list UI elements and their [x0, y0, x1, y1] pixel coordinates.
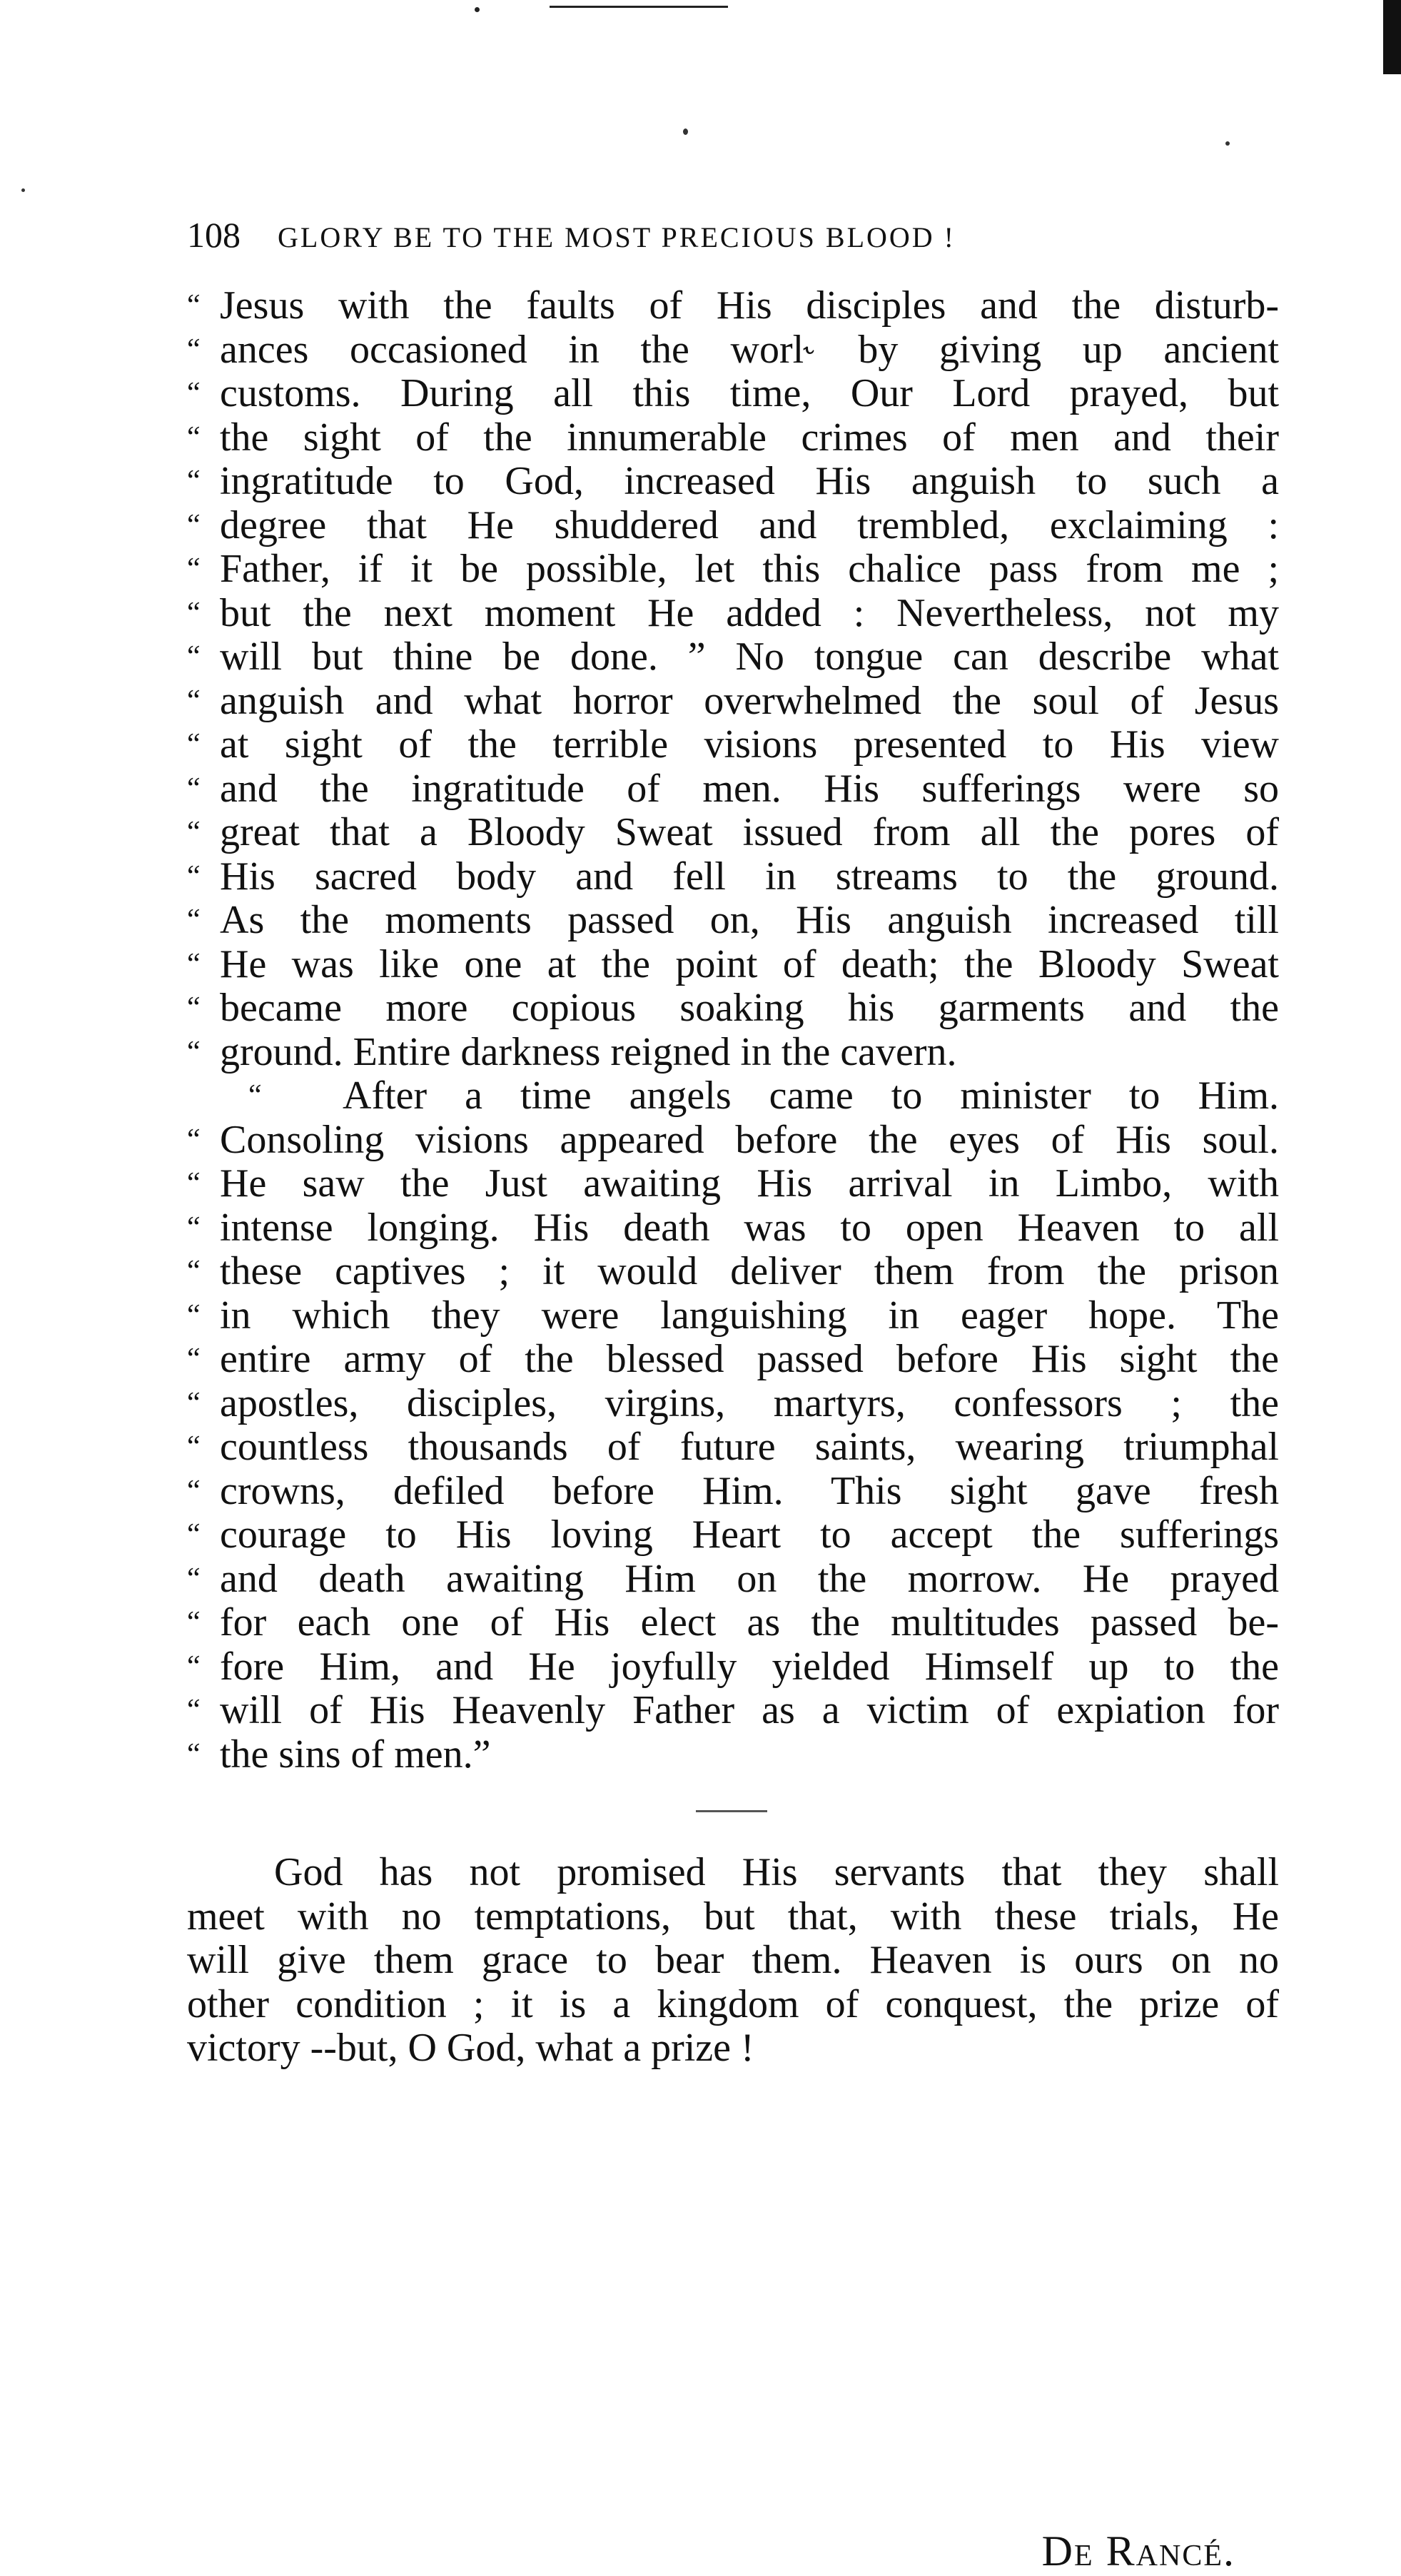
- page-header: [187, 214, 1279, 257]
- closing-paragraph: [187, 1851, 1279, 2071]
- line-text: courage to His loving Heart to accept the sufferings: [220, 1512, 1279, 1557]
- text-line: [187, 1250, 1279, 1294]
- quote-mark: “: [187, 1298, 201, 1332]
- quote-mark: “: [187, 859, 201, 893]
- text-line: [187, 723, 1279, 767]
- quote-mark: “: [187, 1167, 201, 1200]
- text-line: [187, 1118, 1279, 1163]
- text-line: [187, 855, 1279, 899]
- line-text: for each one of His elect as the multitudes passed be-: [220, 1600, 1279, 1645]
- line-text: other condition ; it is a kingdom of conquest, the prize of: [187, 1981, 1279, 2026]
- quote-mark: “: [187, 552, 201, 585]
- line-text: apostles, disciples, virgins, martyrs, confessors ; the: [220, 1380, 1279, 1425]
- text-line: [187, 284, 1279, 328]
- line-text: Consoling visions appeared before the eyes of His soul.: [220, 1117, 1279, 1162]
- line-text: countless thousands of future saints, wearing triumphal: [220, 1425, 1279, 1469]
- text-line: [187, 1031, 1279, 1075]
- quote-mark: “: [248, 1079, 262, 1112]
- quote-mark: “: [187, 1562, 201, 1595]
- line-text: became more copious soaking his garments and the: [220, 986, 1279, 1030]
- text-line: [187, 547, 1279, 592]
- quote-mark: “: [187, 1035, 201, 1069]
- quote-mark: “: [187, 991, 201, 1024]
- quote-mark: “: [187, 816, 201, 849]
- line-text: ances occasioned in the worl˞ by giving up ancient: [220, 327, 1279, 372]
- line-text: After a time angels came to minister to Him.: [343, 1074, 1279, 1118]
- quote-mark: “: [187, 1430, 201, 1463]
- text-line: [187, 1470, 1279, 1514]
- quote-mark: “: [187, 420, 201, 454]
- line-text: customs. During all this time, Our Lord prayed, but: [220, 371, 1279, 415]
- line-text: intense longing. His death was to open Heaven to all: [220, 1205, 1279, 1250]
- quote-mark: “: [187, 1211, 201, 1244]
- line-text: As the moments passed on, His anguish increased till: [220, 898, 1279, 942]
- line-text: anguish and what horror overwhelmed the soul of Jesus: [220, 678, 1279, 723]
- section-separator: [696, 1810, 767, 1812]
- page-number: 108: [187, 215, 241, 255]
- line-text: at sight of the terrible visions presented to His view: [220, 722, 1279, 767]
- page-text: [187, 214, 1279, 1777]
- quote-mark: “: [187, 1650, 201, 1683]
- text-line: [187, 1074, 1279, 1118]
- line-text: He was like one at the point of death; the Bloody Sweat: [220, 941, 1279, 986]
- text-line: [187, 416, 1279, 460]
- line-text: ground. Entire darkness reigned in the cavern.: [220, 1029, 957, 1074]
- page-edge-shadow: [1383, 0, 1401, 74]
- quote-mark: “: [187, 904, 201, 936]
- line-text: will but thine be done. ” No tongue can describe what: [220, 635, 1279, 679]
- print-speck: [683, 128, 688, 135]
- text-line: [187, 1733, 1279, 1777]
- text-line: [187, 372, 1279, 416]
- text-line: [187, 680, 1279, 724]
- quote-mark: “: [187, 508, 201, 542]
- text-line: [187, 1601, 1279, 1645]
- quoted-paragraph-1: [187, 284, 1279, 1074]
- line-text: and the ingratitude of men. His sufferings were so: [220, 766, 1279, 811]
- line-text: His sacred body and fell in streams to the ground.: [220, 854, 1279, 899]
- text-line: [187, 1206, 1279, 1251]
- line-text: Jesus with the faults of His disciples and the disturb-: [220, 283, 1279, 328]
- text-line: [187, 1513, 1279, 1557]
- line-text: victory --but, O God, what a prize !: [187, 2026, 754, 2070]
- quote-mark: “: [187, 1606, 201, 1639]
- line-text: Father, if it be possible, let this chalice pass from me ;: [220, 547, 1279, 591]
- quote-mark: “: [187, 947, 201, 981]
- quote-mark: “: [187, 1386, 201, 1420]
- text-line: [187, 899, 1279, 943]
- quote-mark: “: [187, 596, 201, 630]
- text-line: [187, 2026, 1279, 2071]
- text-line: [187, 1939, 1279, 1983]
- line-text: will give them grace to bear them. Heaven is ours on no: [187, 1938, 1279, 1982]
- quote-mark: “: [187, 1255, 201, 1288]
- line-text: in which they were languishing in eager hope. The: [220, 1293, 1279, 1338]
- text-line: [187, 1294, 1279, 1338]
- quote-mark: “: [187, 1518, 201, 1551]
- quote-mark: “: [187, 333, 201, 366]
- print-speck: [475, 7, 480, 12]
- quote-mark: “: [187, 465, 201, 497]
- line-text: ingratitude to God, increased His anguish to such a: [220, 459, 1279, 503]
- quote-mark: “: [187, 640, 201, 673]
- quote-mark: “: [187, 1694, 201, 1727]
- quote-mark: “: [187, 684, 201, 717]
- line-text: and death awaiting Him on the morrow. He prayed: [220, 1556, 1279, 1601]
- text-line: [187, 592, 1279, 636]
- text-line: [187, 1895, 1279, 1939]
- text-line: [187, 1382, 1279, 1426]
- quote-mark: “: [187, 1474, 201, 1507]
- text-line: [187, 1557, 1279, 1602]
- line-text: entire army of the blessed passed before His sight the: [220, 1337, 1279, 1381]
- line-text: the sins of men.”: [220, 1732, 491, 1777]
- line-text: these captives ; it would deliver them from the prison: [220, 1249, 1279, 1293]
- text-line: [187, 943, 1279, 987]
- line-text: meet with no temptations, but that, with these trials, He: [187, 1894, 1279, 1939]
- text-line: [187, 1689, 1279, 1733]
- top-rule: [550, 6, 728, 8]
- text-line: [187, 1162, 1279, 1206]
- line-text: great that a Bloody Sweat issued from all the pores of: [220, 810, 1279, 854]
- quote-mark: “: [187, 1343, 201, 1375]
- running-head: GLORY BE TO THE MOST PRECIOUS BLOOD !: [278, 221, 956, 253]
- line-text: degree that He shuddered and trembled, exclaiming :: [220, 502, 1279, 547]
- signature: De Rancé.: [1041, 2527, 1235, 2575]
- text-line: [187, 504, 1279, 548]
- line-text: but the next moment He added : Nevertheless, not my: [220, 590, 1279, 635]
- quote-mark: “: [187, 289, 201, 322]
- text-line: [187, 328, 1279, 373]
- quote-mark: “: [187, 1737, 201, 1771]
- text-line: [187, 1338, 1279, 1382]
- text-line: [187, 811, 1279, 855]
- text-line: [187, 1425, 1279, 1470]
- text-line: [187, 986, 1279, 1031]
- text-line: [187, 635, 1279, 680]
- text-line: [187, 460, 1279, 504]
- text-line: [187, 1645, 1279, 1689]
- line-text: He saw the Just awaiting His arrival in Limbo, with: [220, 1161, 1279, 1206]
- quote-mark: “: [187, 728, 201, 761]
- line-text: crowns, defiled before Him. This sight gave fresh: [220, 1468, 1279, 1513]
- print-speck: [21, 188, 25, 192]
- quoted-paragraph-2: [187, 1074, 1279, 1777]
- line-text: the sight of the innumerable crimes of men and their: [220, 415, 1279, 460]
- text-line: [187, 767, 1279, 812]
- text-line: [187, 1983, 1279, 2027]
- line-text: fore Him, and He joyfully yielded Himself up to the: [220, 1644, 1279, 1689]
- print-speck: [1225, 141, 1230, 146]
- text-line: [187, 1851, 1279, 1895]
- line-text: God has not promised His servants that they shall: [274, 1850, 1279, 1894]
- quote-mark: “: [187, 1123, 201, 1156]
- quote-mark: “: [187, 377, 201, 410]
- line-text: will of His Heavenly Father as a victim of expiation for: [220, 1688, 1279, 1732]
- quote-mark: “: [187, 772, 201, 805]
